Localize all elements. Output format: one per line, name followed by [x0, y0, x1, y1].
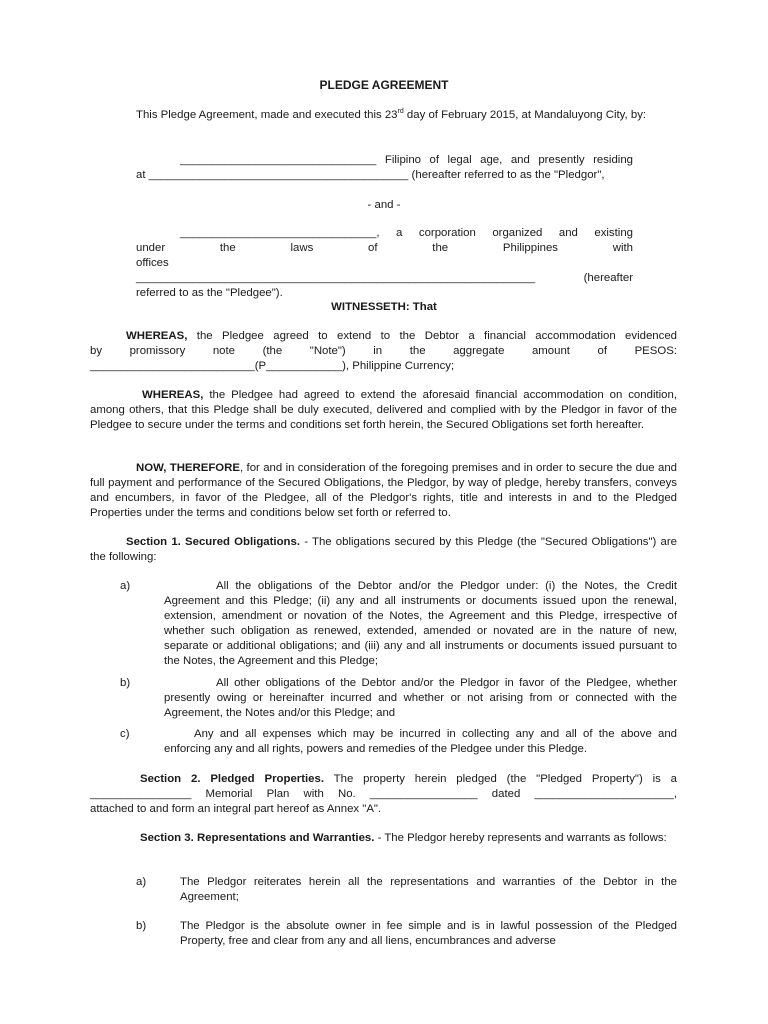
document-title: PLEDGE AGREEMENT	[319, 78, 449, 92]
section-3-paragraph: Section 3. Representations and Warranties. - The Pledgor hereby represents and warrants as follows:	[140, 832, 667, 844]
pledgor-block	[136, 153, 633, 183]
section-3-item-b: The Pledgor is the absolute owner in fee simple and is in lawful possession of the Pledged Property, free and clear from any and all liens, encumbrances and adverse	[180, 920, 677, 947]
pledgee-line-1: _______________________________, a corporation organized and existing	[180, 227, 633, 239]
section-1-item-b-label: b)	[120, 677, 131, 689]
section-3-item-b-label: b)	[136, 920, 147, 932]
section-3-item-a: The Pledgor reiterates herein all the representations and warranties of the Debtor in the Agreement;	[180, 876, 677, 903]
now-therefore-paragraph: NOW, THEREFORE, for and in consideration of the foregoing premises and in order to secure the due and full payment and performance of the Secured Obligations, the Pledgor, by way of pledge, hereby transfers, conveys and encumbers, in favor of the Pledgee, all of the Pledgor's rights, title and interests in and to the Pledged Properties under the terms and conditions below set forth or referred to.	[90, 462, 677, 519]
pledgee-line-4: referred to as the "Pledgee").	[136, 286, 283, 299]
pledgee-line-2: under the laws of the Philippines with offices	[136, 241, 633, 269]
pledgor-line-2: at _________________________________________ (hereafter referred to as the "Pledgor",	[136, 168, 605, 181]
section-3-item-a-label: a)	[136, 876, 147, 888]
section-2-paragraph: Section 2. Pledged Properties. The property herein pledged (the "Pledged Property") is a ________________ Memorial Plan with No. _________________ dated ______________________, attached to and form an integral part hereof as Annex "A".	[90, 773, 677, 815]
witnesseth-heading: WITNESSETH: That	[331, 301, 437, 313]
section-1-item-a: All the obligations of the Debtor and/or the Pledgor under: (i) the Notes, the Credit Agreement and this Pledge; (ii) any and all instruments or documents issued upon the renewal, extension, amendment or novation of the Notes, the Agreement and this Pledge, irrespective of whether such obligation as renewed, extended, amended or novated are in the nature of new, separate or additional obligations; and (iii) any and all instruments or documents issued pursuant to the Notes, the Agreement and this Pledge;	[164, 580, 677, 667]
section-1-item-b: All other obligations of the Debtor and/or the Pledgor in favor of the Pledgee, whether presently owing or hereinafter incurred and whether or not arising from or connected with the Agreement, the Notes and/or this Pledge; and	[164, 677, 677, 719]
section-1-item-c-label: c)	[120, 728, 130, 740]
and-separator: - and -	[367, 199, 401, 211]
pledgor-line-1: _______________________________ Filipino of legal age, and presently residing	[180, 154, 633, 166]
pledgee-line-3: _______________________________________________________________ (hereafter	[136, 271, 633, 284]
section-1-item-c: Any and all expenses which may be incurred in collecting any and all of the above and enforcing any and all rights, powers and remedies of the Pledgee under this Pledge.	[164, 728, 677, 755]
section-1-item-a-label: a)	[120, 580, 131, 592]
whereas-1-paragraph: WHEREAS, the Pledgee agreed to extend to the Debtor a financial accommodation evidenced by promissory note (the "Note") in the aggregate amount of PESOS: __________________________(P____________), Philippine Currency;	[90, 330, 677, 372]
whereas-2-paragraph: WHEREAS, the Pledgee had agreed to extend the aforesaid financial accommodation on condition, among others, that this Pledge shall be duly executed, delivered and complied with by the Pledgor in favor of the Pledgee to secure under the terms and conditions set forth herein, the Secured Obligations set forth hereafter.	[90, 389, 677, 431]
section-1-paragraph: Section 1. Secured Obligations. - The obligations secured by this Pledge (the "Secured Obligations") are the following:	[90, 536, 677, 563]
pledgee-block	[136, 226, 633, 301]
intro-paragraph: This Pledge Agreement, made and executed this 23rd day of February 2015, at Mandaluyong City, by:	[136, 108, 647, 121]
